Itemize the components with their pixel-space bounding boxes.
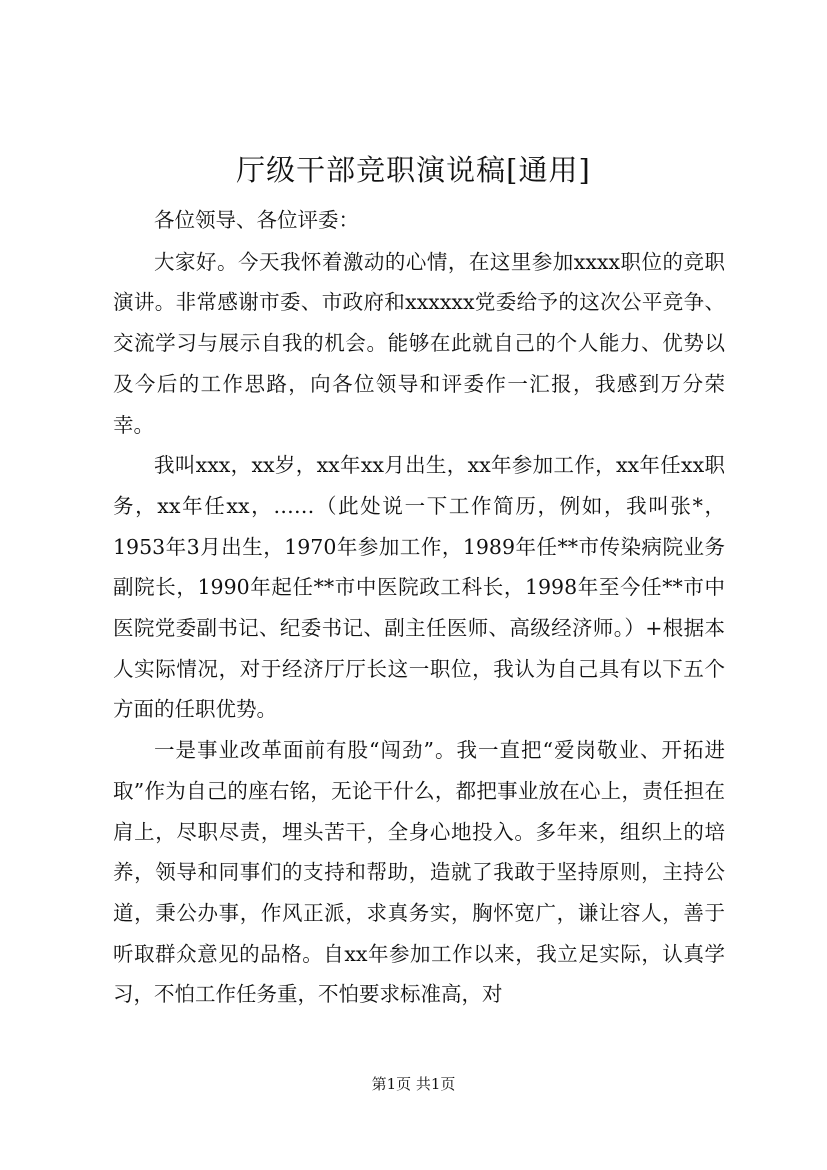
page-footer: 第1页 共1页 [371,1075,456,1093]
greeting-paragraph: 大家好。今天我怀着激动的心情，在这里参加xxxx职位的竞职演讲。非常感谢市委、市政府和xxxxxx党委给予的这次公平竞争、交流学习与展示自我的机会。能够在此就自己的个人能力、优势以及今后的工作思路，向各位领导和评委作一汇报，我感到万分荣幸。 [113,249,725,437]
document-title: 厅级干部竞职演说稿[通用] [236,153,591,187]
self-introduction-paragraph: 我叫xxx，xx岁，xx年xx月出生，xx年参加工作，xx年任xx职务，xx年任xx，……（此处说一下工作简历，例如，我叫张*，1953年3月出生，1970年参加工作，1989年任**市传染病院业务副院长，1990年起任**市中医院政工科长，1998年至今任**市中医院党委副书记、纪委书记、副主任医师、高级经济师。）+根据本人实际情况，对于经济厅厅长这一职位，我认为自己具有以下五个方面的任职优势。 [113,453,725,722]
advantage-one-paragraph: 一是事业改革面前有股“闯劲”。我一直把“爱岗敬业、开拓进取”作为自己的座右铭，无论干什么，都把事业放在心上，责任担在肩上，尽职尽责，埋头苦干，全身心地投入。多年来，组织上的培养，领导和同事们的支持和帮助，造就了我敢于坚持原则，主持公道，秉公办事，作风正派，求真务实，胸怀宽广，谦让容人，善于听取群众意见的品格。自xx年参加工作以来，我立足实际，认真学习，不怕工作任务重，不怕要求标准高，对 [113,738,725,1007]
document-body [113,200,725,1015]
salutation-paragraph: 各位领导、各位评委： [154,208,359,232]
